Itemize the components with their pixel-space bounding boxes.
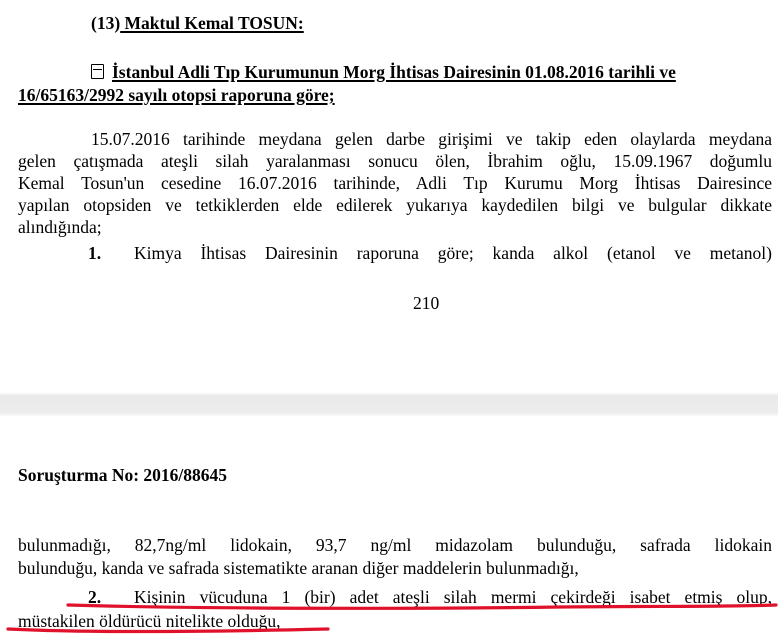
victim-heading [91, 12, 304, 34]
item-1-number: 1. [88, 243, 102, 263]
item-2-number: 2. [88, 587, 102, 607]
ballot-box-icon [91, 64, 104, 79]
page-number: 210 [413, 293, 440, 313]
paragraph-line-4: yapılan otopsiden ve tetkiklerden elde edilerek yukarıya kaydedilen bilgi ve bulgular dikkate [18, 195, 772, 215]
report-subheading-text: İstanbul Adli Tıp Kurumunun Morg İhtisas Dairesinin 01.08.2016 tarihli ve [112, 62, 676, 82]
item-2-last-line: müstakilen öldürücü nitelikte olduğu, [18, 611, 281, 631]
victim-heading-name: Maktul Kemal TOSUN: [120, 13, 304, 33]
continued-line-1: bulunmadığı, 82,7ng/ml lidokain, 93,7 ng/ml midazolam bulunduğu, safrada lidokain [18, 535, 772, 555]
victim-heading-number: (13) [91, 13, 121, 33]
item-2-text: Kişinin vücuduna 1 (bir) adet ateşli silah mermi çekirdeği isabet etmiş olup, [134, 587, 772, 607]
paragraph-line-1: 15.07.2016 tarihinde meydana gelen darbe girişimi ve takip eden olaylarda meydana [91, 129, 772, 149]
report-subheading-line-1 [91, 61, 676, 83]
report-subheading-line-2: 16/65163/2992 sayılı otopsi raporuna göre; [18, 85, 335, 105]
investigation-number-header: Soruşturma No: 2016/88645 [18, 465, 228, 485]
page-separator [0, 392, 778, 417]
paragraph-line-3: Kemal Tosun'un cesedine 16.07.2016 tarihinde, Adli Tıp Kurumu Morg İhtisas Dairesince [18, 173, 772, 193]
page-211 [0, 417, 778, 640]
paragraph-line-2: gelen çatışmada ateşli silah yaralanması sonucu ölen, İbrahim oğlu, 15.09.1967 doğumlu [18, 151, 772, 171]
continued-line-2: bulunduğu, kanda ve safrada sistematikte aranan diğer maddelerin bulunmadığı, [18, 558, 579, 578]
item-1-text: Kimya İhtisas Dairesinin raporuna göre; kanda alkol (etanol ve metanol) [134, 243, 772, 263]
paragraph-line-5: alındığında; [18, 217, 102, 237]
